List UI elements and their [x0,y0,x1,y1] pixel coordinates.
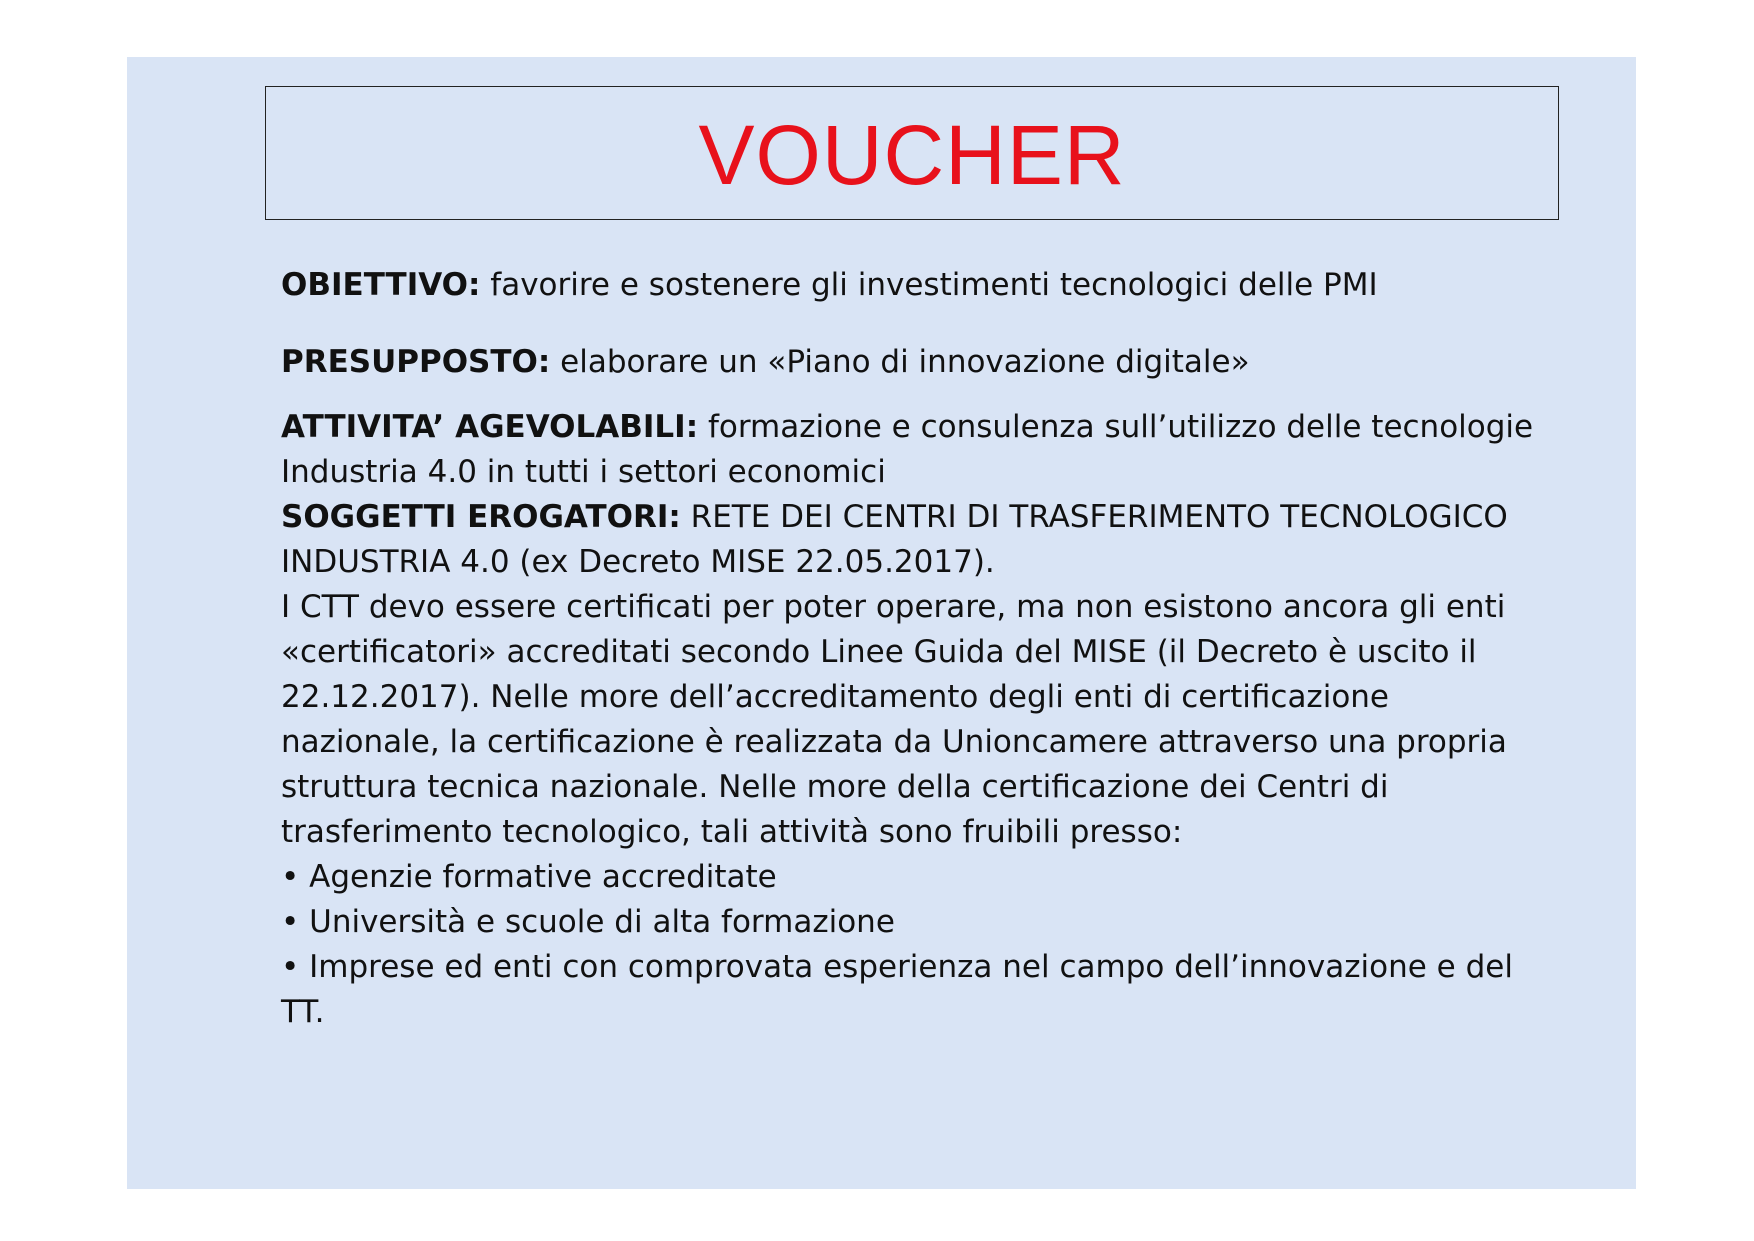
attivita-text-line-1: formazione e consulenza sull’utilizzo delle tecnologie [698,409,1534,445]
soggetti-label: SOGGETTI EROGATORI: [281,499,681,535]
bullet-text: Agenzie formative accreditate [309,859,777,895]
bullet-icon: • [281,949,310,985]
bullet-icon: • [281,904,310,940]
attivita-label: ATTIVITA’ AGEVOLABILI: [281,409,699,445]
soggetti-text-line-5: 22.12.2017). Nelle more dell’accreditamento degli enti di certificazione [281,679,1390,715]
soggetti-text-line-4: «certificatori» accreditati secondo Linee Guida del MISE (il Decreto è uscito il [281,634,1477,670]
obiettivo-label: OBIETTIVO: [281,267,481,303]
slide-title: VOUCHER [698,108,1126,202]
bullet-item-1 [281,855,1611,900]
slide [127,57,1636,1189]
attivita-text-line-2: Industria 4.0 in tutti i settori economici [281,454,886,490]
attivita-paragraph [281,405,1611,495]
bullet-item-3-continuation: TT. [281,994,325,1030]
presupposto-label: PRESUPPOSTO: [281,344,551,380]
presupposto-text: elaborare un «Piano di innovazione digitale» [550,344,1250,380]
bullet-text: Università e scuole di alta formazione [309,904,895,940]
soggetti-text-line-6: nazionale, la certificazione è realizzata da Unioncamere attraverso una propria [281,724,1507,760]
soggetti-text-line-1: RETE DEI CENTRI DI TRASFERIMENTO TECNOLOGICO [680,499,1508,535]
soggetti-paragraph [281,495,1611,1035]
soggetti-text-line-3: I CTT devo essere certificati per poter operare, ma non esistono ancora gli enti [281,589,1506,625]
soggetti-text-line-7: struttura tecnica nazionale. Nelle more della certificazione dei Centri di [281,769,1389,805]
title-box [265,86,1559,220]
bullet-icon: • [281,859,310,895]
obiettivo-paragraph [281,263,1611,308]
soggetti-text-line-2: INDUSTRIA 4.0 (ex Decreto MISE 22.05.2017). [281,544,995,580]
bullet-text: Imprese ed enti con comprovata esperienza nel campo dell’innovazione e del [309,949,1513,985]
soggetti-text-line-8: trasferimento tecnologico, tali attività sono fruibili presso: [281,814,1183,850]
bullet-item-2 [281,900,1611,945]
obiettivo-text: favorire e sostenere gli investimenti tecnologici delle PMI [480,267,1378,303]
presupposto-paragraph [281,340,1611,385]
bullet-item-3 [281,945,1611,990]
